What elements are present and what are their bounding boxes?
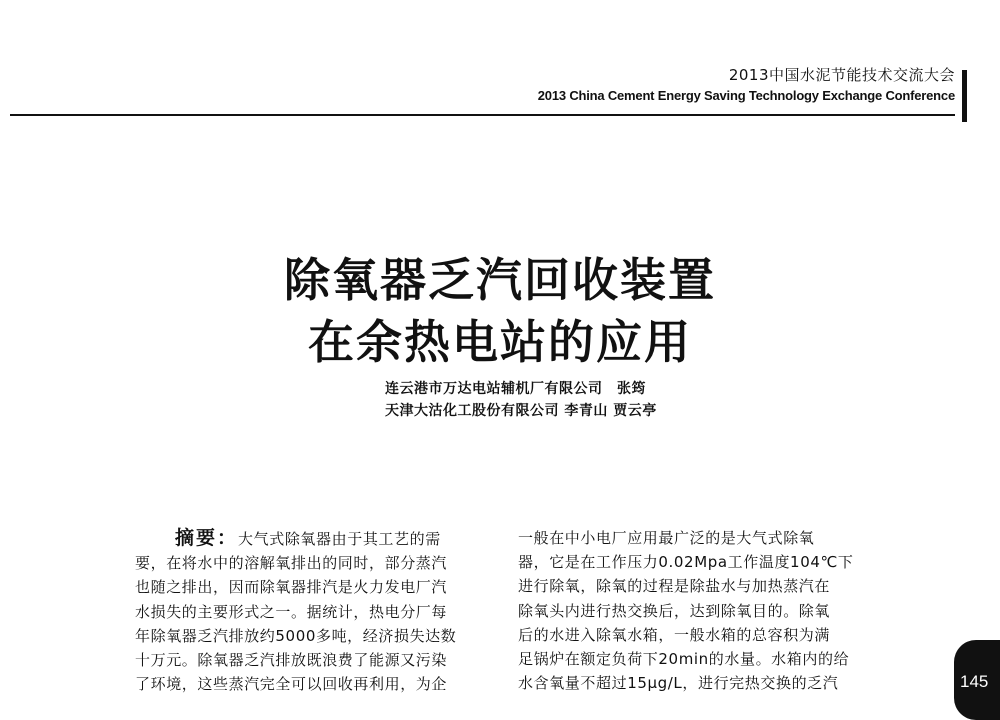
paper-title-line-2: 在余热电站的应用	[308, 315, 692, 369]
abstract-column	[135, 526, 495, 696]
body-line: 足锅炉在额定负荷下20min的水量。水箱内的给	[518, 650, 850, 669]
body-line: 一般在中小电厂应用最广泛的是大气式除氧	[518, 529, 815, 547]
body-line: 器，它是在工作压力0.02Mpa工作温度104℃下	[518, 553, 854, 572]
header-rule	[10, 114, 955, 116]
body-line: 除氧头内进行热交换后，达到除氧目的。除氧	[518, 601, 831, 620]
page-number: 145	[960, 672, 989, 691]
author-affiliation-2: 天津大沽化工股份有限公司 李青山 贾云亭	[385, 403, 657, 419]
abstract-label: 摘要：	[175, 527, 239, 549]
abstract-line: 大气式除氧器由于其工艺的需	[238, 530, 441, 548]
conference-title-en: 2013 China Cement Energy Saving Technology Exchange Conference	[537, 88, 955, 103]
abstract-line: 十万元。除氧器乏汽排放既浪费了能源又污染	[135, 651, 448, 670]
abstract-line: 了环境，这些蒸汽完全可以回收再利用，为企	[135, 675, 448, 694]
author-affiliation-1: 连云港市万达电站辅机厂有限公司 张筠	[385, 381, 646, 397]
body-line: 后的水进入除氧水箱，一般水箱的总容积为满	[518, 625, 831, 644]
paper-title-line-1: 除氧器乏汽回收装置	[284, 253, 716, 307]
abstract-line: 也随之排出，因而除氧器排汽是火力发电厂汽	[135, 578, 448, 597]
body-line: 进行除氧，除氧的过程是除盐水与加热蒸汽在	[518, 577, 831, 596]
body-column	[518, 526, 878, 695]
body-line: 水含氧量不超过15μg/L，进行完热交换的乏汽	[518, 674, 839, 693]
abstract-first-line	[135, 526, 495, 551]
abstract-line: 水损失的主要形式之一。据统计，热电分厂每	[135, 602, 448, 621]
abstract-line: 要，在将水中的溶解氧排出的同时，部分蒸汽	[135, 554, 448, 573]
abstract-line: 年除氧器乏汽排放约5000多吨，经济损失达数	[135, 626, 457, 645]
header-bar	[962, 70, 967, 122]
conference-title-cn: 2013中国水泥节能技术交流大会	[728, 66, 955, 84]
